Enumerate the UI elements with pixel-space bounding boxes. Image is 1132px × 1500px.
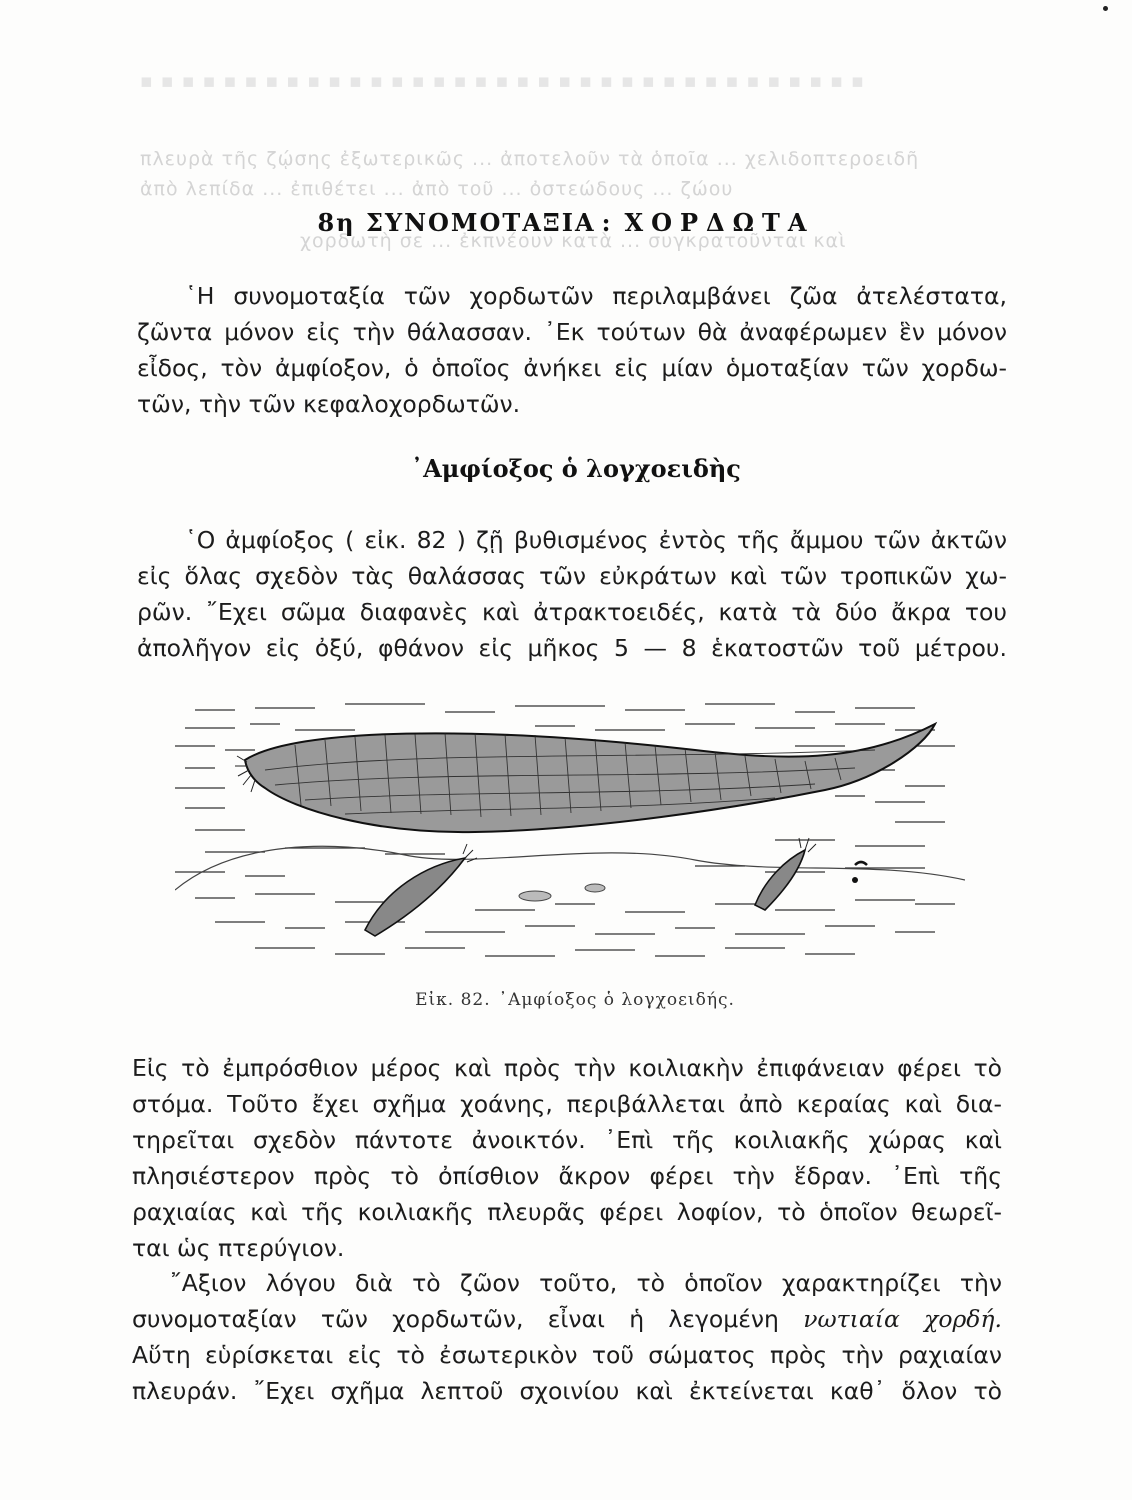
text-line: ἀπολῆγον εἰς ὀξύ, φθάνον εἰς μῆκος 5 — 8 ἑκατοστῶν τοῦ μέτρου. <box>137 634 1007 662</box>
heading-separator: : <box>601 208 613 237</box>
figure-caption <box>0 990 1132 1010</box>
text-line: ται ὡς πτερύγιον. <box>132 1234 345 1262</box>
bleed-through-line-2: ἀπὸ λεπίδα ... ἐπιθέτει ... ἀπὸ τοῦ ... ὀστεώδους ... ζώου <box>140 178 734 200</box>
bleed-through-line-3: χορδωτὴ σε ... ἐκπνέουν κατὰ ... συγκρατοῦνται καὶ <box>300 230 847 252</box>
section-heading <box>0 208 1132 237</box>
section-number: 8η <box>317 208 356 237</box>
text-line-with-italic <box>132 1301 1002 1337</box>
text-line: τηρεῖται σχεδὸν πάντοτε ἀνοικτόν. ᾿Επὶ τῆς κοιλιακῆς χώρας καὶ <box>132 1126 1002 1154</box>
text-line: ῾Η συνομοταξία τῶν χορδωτῶν περιλαμβάνει ζῶα ἀτελέστατα, <box>185 282 1007 310</box>
text-line: ρῶν. ῎Εχει σῶμα διαφανὲς καὶ ἀτρακτοειδές, κατὰ τὰ δύο ἄκρα του <box>137 598 1007 626</box>
italic-term-notochord: νωτιαία χορδή. <box>803 1305 1002 1333</box>
paragraph-notochord <box>132 1265 1002 1409</box>
section-name: ΧΟΡΔΩΤΑ <box>624 208 815 237</box>
text-line: ζῶντα μόνον εἰς τὴν θάλασσαν. ᾿Εκ τούτων θὰ ἀναφέρωμεν ἓν μόνον <box>137 318 1007 346</box>
subheading: ᾿Αμφίοξος ὁ λογχοειδὴς <box>411 454 741 483</box>
text-line: πλευράν. ῎Εχει σχῆμα λεπτοῦ σχοινίου καὶ ἐκτείνεται καθ᾿ ὅλον τὸ <box>132 1377 1002 1405</box>
figure-label: Εἰκ. 82. <box>415 990 491 1010</box>
bleed-through-line-1: πλευρὰ τῆς ζῴσης ἐξωτερικῶς ... ἀποτελοῦν τὰ ὁποῖα ... χελιδοπτεροειδῆ <box>140 148 920 170</box>
paragraph-mouth <box>132 1050 1002 1266</box>
ink-dot <box>1103 6 1108 11</box>
text-line: εἶδος, τὸν ἀμφίοξον, ὁ ὁποῖος ἀνήκει εἰς μίαν ὁμοταξίαν τῶν χορδω- <box>137 354 1007 382</box>
text-line: ῾Ο ἀμφίοξος ( εἰκ. 82 ) ζῇ βυθισμένος ἐντὸς τῆς ἄμμου τῶν ἀκτῶν <box>185 526 1007 554</box>
amphioxus-illustration <box>175 690 965 980</box>
text-line: εἰς ὅλας σχεδὸν τὰς θαλάσσας τῶν εὐκράτων καὶ τῶν τροπικῶν χω- <box>137 562 1007 590</box>
text-line: Εἰς τὸ ἐμπρόσθιον μέρος καὶ πρὸς τὴν κοιλιακὴν ἐπιφάνειαν φέρει τὸ <box>132 1054 1002 1082</box>
paragraph-intro <box>137 278 1007 422</box>
section-label: ΣΥΝΟΜΟΤΑΞΙΑ <box>365 208 596 237</box>
figure-caption-text: ᾿Αμφίοξος ὁ λογχοειδής. <box>498 990 735 1010</box>
text-line: πλησιέστερον πρὸς τὸ ὀπίσθιον ἄκρον φέρει τὴν ἕδραν. ᾿Επὶ τῆς <box>132 1162 1002 1190</box>
text-line: στόμα. Τοῦτο ἔχει σχῆμα χοάνης, περιβάλλεται ἀπὸ κεραίας καὶ δια- <box>132 1090 1002 1118</box>
bleed-through-header: ▪ ▪ ▪ ▪ ▪ ▪ ▪ ▪ ▪ ▪ ▪ ▪ ▪ ▪ ▪ ▪ ▪ ▪ ▪ ▪ ▪ ▪ ▪ ▪ ▪ ▪ ▪ ▪ ▪ ▪ ▪ ▪ ▪ ▪ ▪ <box>140 70 866 92</box>
text-segment: συνομοταξίαν τῶν χορδωτῶν, εἶναι ἡ λεγομένη <box>132 1305 779 1333</box>
text-line: τῶν, τὴν τῶν κεφαλοχορδωτῶν. <box>137 390 521 418</box>
text-line: ῎Αξιον λόγου διὰ τὸ ζῶον τοῦτο, τὸ ὁποῖον χαρακτηρίζει τὴν <box>170 1269 1002 1297</box>
text-line: ραχιαίας καὶ τῆς κοιλιακῆς πλευρᾶς φέρει λοφίον, τὸ ὁποῖον θεωρεῖ- <box>132 1198 1002 1226</box>
text-line: Αὕτη εὑρίσκεται εἰς τὸ ἐσωτερικὸν τοῦ σώματος πρὸς τὴν ραχιαίαν <box>132 1341 1002 1369</box>
paragraph-amphioxus <box>137 522 1007 666</box>
